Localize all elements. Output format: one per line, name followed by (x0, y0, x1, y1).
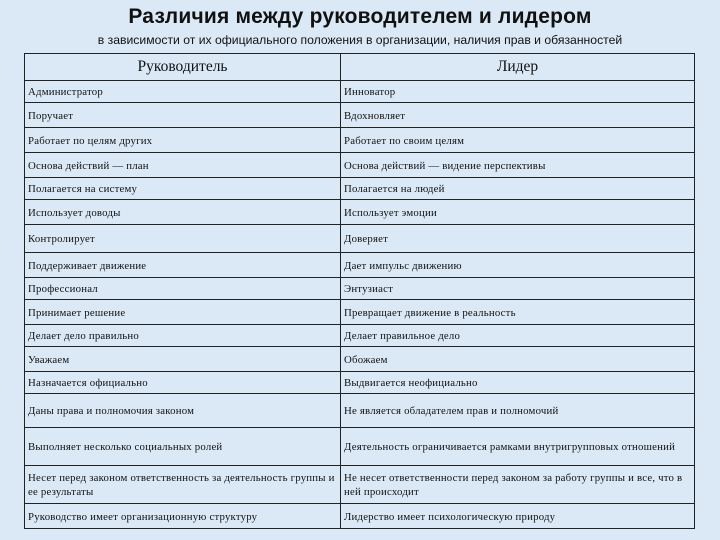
table-row (25, 253, 695, 278)
header-leader: Лидер (341, 54, 695, 81)
leader-cell: Энтузиаст (341, 278, 695, 300)
manager-cell: Уважаем (25, 347, 341, 372)
leader-cell: Использует эмоции (341, 200, 695, 225)
leader-cell: Полагается на людей (341, 178, 695, 200)
table-row (25, 394, 695, 428)
leader-cell: Превращает движение в реальность (341, 300, 695, 325)
table-row (25, 504, 695, 529)
table-row (25, 325, 695, 347)
table-row (25, 178, 695, 200)
leader-cell: Делает правильное дело (341, 325, 695, 347)
leader-cell: Деятельность ограничивается рамками внутригрупповых отношений (341, 428, 695, 466)
table-row (25, 103, 695, 128)
leader-cell: Вдохновляет (341, 103, 695, 128)
manager-cell: Поручает (25, 103, 341, 128)
leader-cell: Основа действий — видение перспективы (341, 153, 695, 178)
header-manager: Руководитель (25, 54, 341, 81)
manager-cell: Несет перед законом ответственность за деятельность группы и ее результаты (25, 466, 341, 504)
leader-cell: Инноватор (341, 81, 695, 103)
manager-cell: Поддерживает движение (25, 253, 341, 278)
manager-cell: Профессионал (25, 278, 341, 300)
table-row (25, 347, 695, 372)
table-header-row (25, 54, 695, 81)
manager-cell: Даны права и полномочия законом (25, 394, 341, 428)
table-row (25, 81, 695, 103)
manager-cell: Руководство имеет организационную структуру (25, 504, 341, 529)
leader-cell: Не является обладателем прав и полномочий (341, 394, 695, 428)
manager-cell: Выполняет несколько социальных ролей (25, 428, 341, 466)
page-title: Различия между руководителем и лидером (128, 5, 592, 28)
leader-cell: Работает по своим целям (341, 128, 695, 153)
table-row (25, 128, 695, 153)
table-row (25, 225, 695, 253)
leader-cell: Лидерство имеет психологическую природу (341, 504, 695, 529)
manager-cell: Администратор (25, 81, 341, 103)
manager-cell: Принимает решение (25, 300, 341, 325)
manager-cell: Контролирует (25, 225, 341, 253)
leader-cell: Обожаем (341, 347, 695, 372)
manager-cell: Делает дело правильно (25, 325, 341, 347)
table-row (25, 428, 695, 466)
manager-cell: Работает по целям других (25, 128, 341, 153)
leader-cell: Не несет ответственности перед законом за работу группы и все, что в ней происходит (341, 466, 695, 504)
leader-cell: Выдвигается неофициально (341, 372, 695, 394)
leader-cell: Дает импульс движению (341, 253, 695, 278)
table-row (25, 372, 695, 394)
manager-cell: Использует доводы (25, 200, 341, 225)
leader-cell: Доверяет (341, 225, 695, 253)
table-row (25, 300, 695, 325)
table-row (25, 278, 695, 300)
table-row (25, 200, 695, 225)
page-subtitle: в зависимости от их официального положения в организации, наличия прав и обязанностей (97, 33, 623, 47)
comparison-table (24, 53, 695, 529)
table-row (25, 153, 695, 178)
manager-cell: Основа действий — план (25, 153, 341, 178)
table-row (25, 466, 695, 504)
manager-cell: Полагается на систему (25, 178, 341, 200)
manager-cell: Назначается официально (25, 372, 341, 394)
